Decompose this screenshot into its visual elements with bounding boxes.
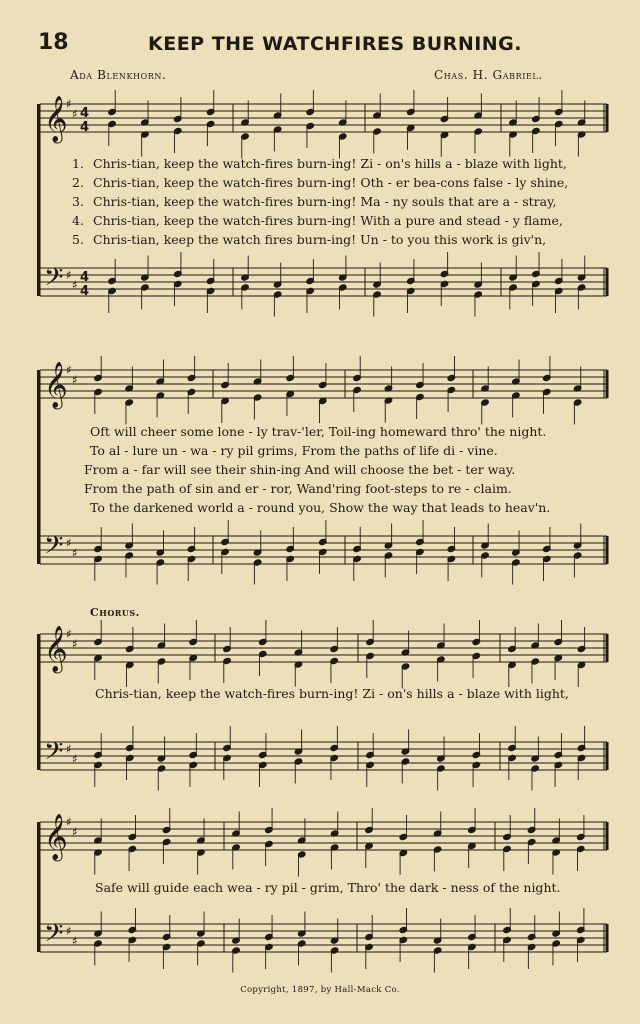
sharp-sign: ♯	[72, 825, 78, 839]
verse-number: 3.	[72, 194, 84, 209]
verse-number: 5.	[72, 232, 84, 247]
verse-1-line-1: Chris-tian, keep the watch-fires burn-ing! Zi - on's hills a - blaze with light,	[93, 156, 567, 171]
hymn-title: KEEP THE WATCHFIRES BURNING.	[148, 33, 522, 55]
verse-number: 2.	[72, 175, 84, 190]
sharp-sign: ♯	[66, 97, 72, 111]
sharp-sign: ♯	[66, 268, 72, 282]
verse-1-line-2: Oft will cheer some lone - ly trav-'ler, Toil-ing homeward thro' the night.	[90, 424, 547, 439]
lyricist-credit: Ada Blenkhorn.	[70, 68, 167, 82]
time-signature-bottom: 4	[80, 284, 90, 299]
verse-5-line-2: To the darkened world a - round you, Show the way that leads to heav'n.	[90, 500, 551, 515]
verse-3-line-2: From a - far will see their shin-ing And will choose the bet - ter way.	[84, 462, 516, 477]
bass-clef: 𝄢	[44, 737, 64, 772]
sharp-sign: ♯	[66, 815, 72, 829]
verse-5-line-1: Chris-tian, keep the watch fires burn-ing! Un - to you this work is giv'n,	[93, 232, 547, 247]
sharp-sign: ♯	[72, 373, 78, 387]
page-number: 18	[38, 30, 69, 55]
sharp-sign: ♯	[66, 363, 72, 377]
verse-4-line-2: From the path of sin and er - ror, Wand'ring foot-steps to re - claim.	[84, 481, 512, 496]
time-signature-bottom: 4	[80, 120, 90, 135]
sharp-sign: ♯	[72, 107, 78, 121]
sharp-sign: ♯	[66, 536, 72, 550]
chorus-label: Chorus.	[90, 606, 141, 619]
sharp-sign: ♯	[72, 637, 78, 651]
composer-credit: Chas. H. Gabriel.	[434, 68, 543, 82]
treble-clef: 𝄞	[44, 96, 68, 142]
verse-2-line-2: To al - lure un - wa - ry pil grims, From the paths of life di - vine.	[90, 443, 498, 458]
treble-clef: 𝄞	[44, 362, 68, 408]
treble-clef: 𝄞	[44, 626, 68, 672]
sharp-sign: ♯	[66, 627, 72, 641]
bass-clef: 𝄢	[44, 263, 64, 298]
sharp-sign: ♯	[72, 278, 78, 292]
verse-3-line-1: Chris-tian, keep the watch-fires burn-ing! Ma - ny souls that are a - stray,	[93, 194, 557, 209]
chorus-lyric-line-1: Chris-tian, keep the watch-fires burn-ing! Zi - on's hills a - blaze with light,	[95, 686, 569, 701]
chorus-lyric-line-2: Safe will guide each wea - ry pil - grim, Thro' the dark - ness of the night.	[95, 880, 561, 895]
verse-number: 4.	[72, 213, 84, 228]
sharp-sign: ♯	[72, 752, 78, 766]
treble-clef: 𝄞	[44, 814, 68, 860]
copyright-notice: Copyright, 1897, by Hall-Mack Co.	[240, 985, 400, 995]
time-signature-top: 4	[80, 270, 90, 285]
bass-clef: 𝄢	[44, 531, 64, 566]
verse-number: 1.	[72, 156, 84, 171]
sharp-sign: ♯	[66, 742, 72, 756]
verse-2-line-1: Chris-tian, keep the watch-fires burn-ing! Oth - er bea-cons false - ly shine,	[93, 175, 569, 190]
verse-4-line-1: Chris-tian, keep the watch-fires burn-ing! With a pure and stead - y flame,	[93, 213, 563, 228]
bass-clef: 𝄢	[44, 919, 64, 954]
sharp-sign: ♯	[72, 546, 78, 560]
time-signature-top: 4	[80, 106, 90, 121]
sharp-sign: ♯	[66, 924, 72, 938]
sharp-sign: ♯	[72, 934, 78, 948]
